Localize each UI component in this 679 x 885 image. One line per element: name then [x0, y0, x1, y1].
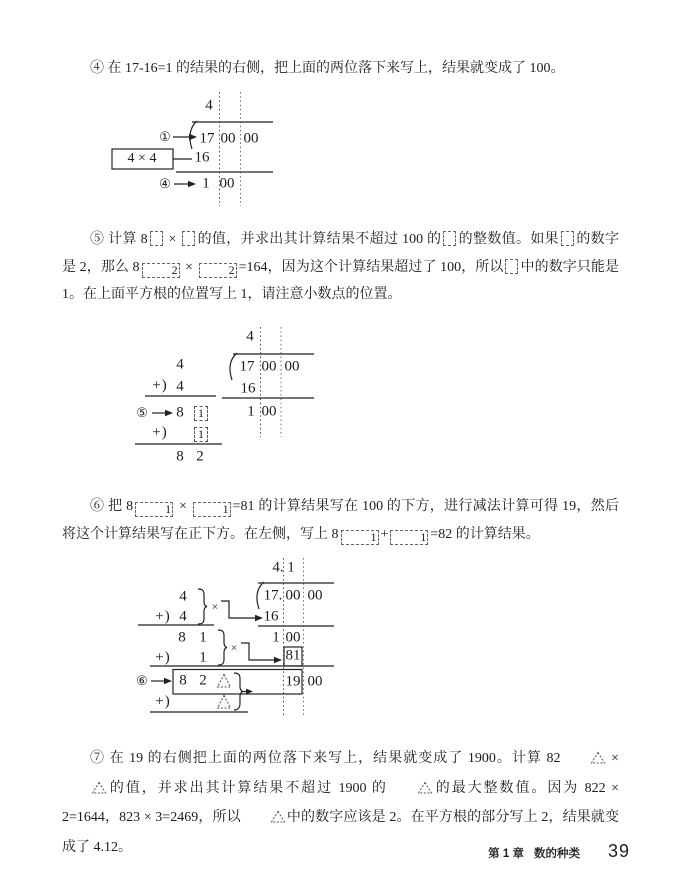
d3-radicand-pair-1: 17. — [263, 587, 283, 604]
step6-arrowhead — [164, 678, 172, 684]
d3-radicand-pair-3: 00 — [307, 587, 323, 604]
dotted-box-placeholder: 1 — [341, 530, 379, 545]
paragraph-step-6: ⑥ 把 8 1 × 1 =81 的计算结果写在 100 的下方，进行减法计算可得 19，然后将这个计算结果写在正下方。在左侧，写上 8 1 + 1 =82 的计算结果。 — [62, 499, 619, 544]
diagram1-lines — [112, 92, 273, 206]
d3-square-result: 81 — [285, 647, 301, 664]
d2-step-label: ⑤ — [136, 405, 148, 420]
radical-hook — [190, 121, 197, 149]
diagram3-lines — [138, 558, 334, 716]
d2-radicand-pair-1: 17 — [239, 358, 255, 375]
d3-left-c2: 1 — [199, 629, 207, 646]
d1-step-drop-label: ④ — [159, 176, 171, 191]
multiply-arrowhead-2 — [274, 657, 282, 663]
d1-radicand-pair-2: 00 — [220, 130, 236, 147]
dotted-triangle-placeholder-icon — [242, 806, 286, 834]
d3-dropped-pair-2: 00 — [307, 673, 323, 690]
step1-arrowhead — [189, 134, 197, 140]
d3-plus-paren-1: +) — [155, 608, 171, 625]
d2-left-c: 8 — [176, 404, 184, 421]
d3-left-d: 1 — [199, 649, 207, 666]
brace-group-1 — [198, 589, 207, 624]
d2-sum-b: 2 — [196, 448, 204, 465]
d3-times-sign-1: × — [211, 599, 219, 614]
d3-plus-paren-3: +) — [155, 693, 171, 710]
dotted-box-placeholder — [443, 231, 456, 246]
footer-page-number: 39 — [607, 841, 630, 861]
d2-dotted-digit-box-1: 1 — [194, 406, 208, 421]
d3-times-sign-2: × — [230, 640, 238, 655]
d1-quotient: 4 — [205, 97, 213, 114]
footer-chapter: 第 1 章 — [488, 848, 524, 860]
d3-quotient-int: 4. — [272, 559, 284, 576]
d1-radicand-pair-3: 00 — [243, 130, 259, 147]
brace-group-3 — [234, 673, 243, 710]
dotted-triangle-placeholder-icon — [562, 747, 606, 775]
d2-dropped-pair: 00 — [261, 403, 277, 420]
dotted-box-placeholder — [182, 231, 195, 246]
footer-section: 数的种类 — [533, 848, 580, 860]
d2-remainder: 1 — [247, 403, 255, 420]
step6-row-box-frame — [173, 670, 302, 695]
d2-sum-a: 8 — [176, 448, 184, 465]
d2-radicand-pair-2: 00 — [261, 358, 277, 375]
d2-plus-paren-2: +) — [152, 424, 168, 441]
d3-quotient-dec: 1 — [287, 559, 295, 576]
paragraph-step-7: ⑦ 在 19 的右侧把上面的两位落下来写上，结果就变成了 1900。计算 82 × 的值，并求出其计算结果不超过 1900 的 的最大整数值。因为 822 × 2=1644，823 × 3=2469，所以 中的数字应该是 2。在平方根的部分写上 2，结果就变成了 4.12。 — [62, 745, 619, 861]
paragraph-step-5: ⑤ 计算 8 × 的值，并求出其计算结果不超过 100 的 的整数值。如果 的数字是 2，那么 8 2 × 2 =164，因为这个计算结果超过了 100，所以 中的数字只能是 1。在上面平方根的位置写上 1，请注意小数点的位置。 — [62, 232, 620, 302]
step4-arrowhead — [188, 181, 196, 187]
brace-group-2 — [218, 630, 227, 665]
triangle-placeholder-icon — [218, 675, 231, 688]
d2-left-b: 4 — [176, 378, 184, 395]
step5-arrowhead — [165, 410, 173, 416]
page-footer — [488, 841, 630, 862]
d3-plus-paren-2: +) — [155, 649, 171, 666]
d3-step-label: ⑥ — [136, 673, 148, 688]
d2-product: 16 — [240, 380, 256, 397]
d2-dotted-digit-box-2: 1 — [194, 427, 208, 442]
dotted-box-placeholder: 1 — [135, 502, 173, 517]
d3-remainder-1: 1 — [272, 629, 280, 646]
d3-left-e2: 2 — [199, 672, 207, 689]
dotted-box-placeholder — [150, 231, 163, 246]
d2-plus-paren-1: +) — [152, 377, 168, 394]
d2-quotient: 4 — [246, 328, 254, 345]
d1-step-start-label: ① — [159, 129, 171, 144]
dotted-box-placeholder: 2 — [199, 263, 237, 278]
dotted-box-placeholder — [561, 231, 574, 246]
multiply-arrow-1 — [221, 601, 258, 618]
d2-left-a: 4 — [176, 356, 184, 373]
d2-radicand-pair-3: 00 — [284, 358, 300, 375]
paragraph-step-4: ④ 在 17-16=1 的结果的右侧，把上面的两位落下来写上，结果就变成了 100。 — [90, 61, 565, 76]
d3-left-b: 4 — [179, 608, 187, 625]
d3-dropped-pair-1: 00 — [285, 629, 301, 646]
triangle-placeholder-icon — [218, 696, 231, 709]
d1-multiplier-box: 4 × 4 — [127, 151, 157, 166]
dotted-box-placeholder — [505, 259, 518, 274]
dotted-box-placeholder: 1 — [390, 530, 428, 545]
dotted-box-placeholder: 1 — [193, 502, 231, 517]
d3-product: 16 — [263, 608, 279, 625]
d1-remainder: 1 — [202, 175, 210, 192]
dotted-triangle-placeholder-icon — [389, 777, 433, 805]
d1-radicand-pair-1: 17 — [199, 130, 215, 147]
pending-arrowhead — [246, 689, 253, 695]
dotted-triangle-placeholder-icon — [63, 777, 107, 805]
d1-dropped-pair: 00 — [219, 175, 235, 192]
dotted-box-placeholder: 2 — [142, 263, 180, 278]
d3-radicand-pair-2: 00 — [285, 587, 301, 604]
multiply-arrowhead-1 — [255, 615, 263, 621]
d3-left-e: 8 — [179, 672, 187, 689]
d3-left-c: 8 — [178, 629, 186, 646]
radical-hook — [230, 353, 237, 380]
d3-remainder-2: 19 — [285, 673, 301, 690]
d1-product: 16 — [194, 149, 210, 166]
d3-left-a: 4 — [179, 588, 187, 605]
